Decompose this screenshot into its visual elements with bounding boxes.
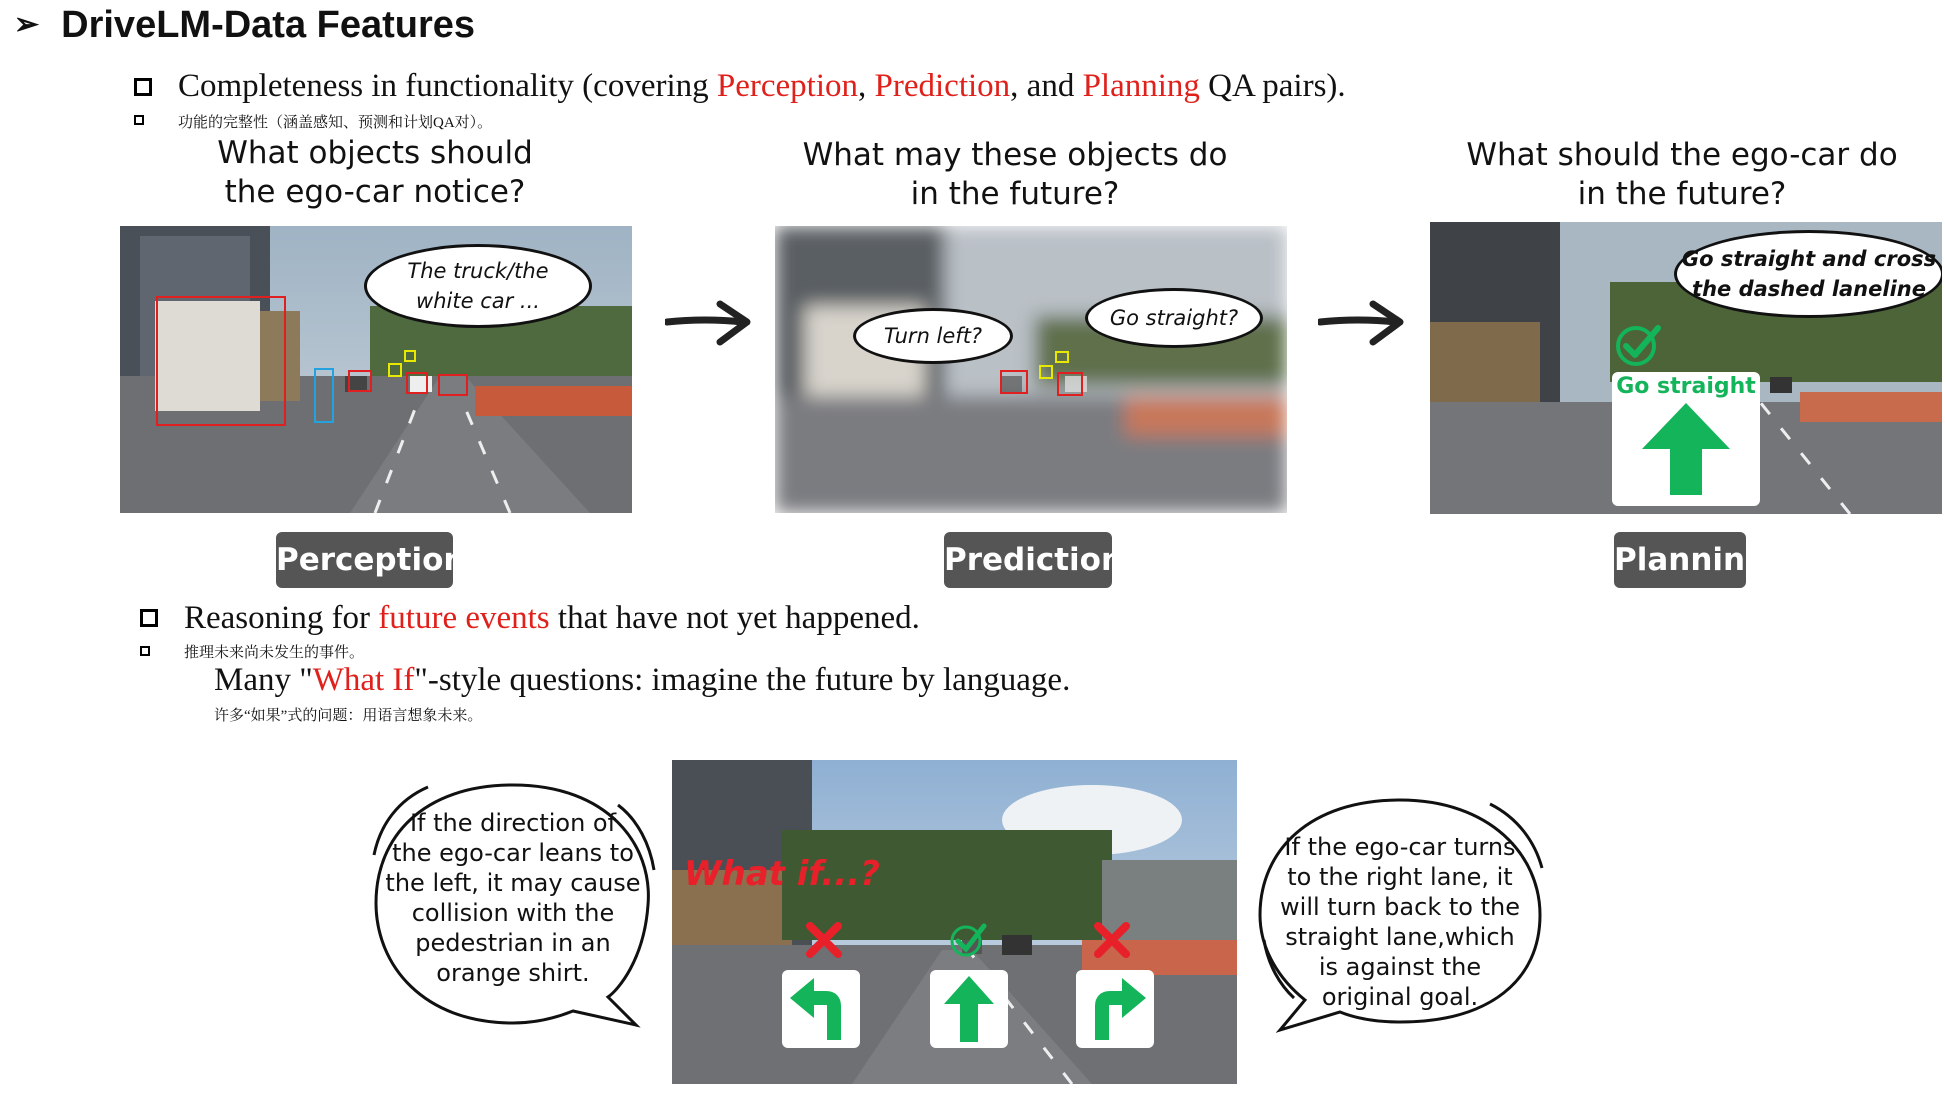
page-title: ➢ DriveLM-Data Features bbox=[14, 4, 476, 46]
perception-label: Perception bbox=[276, 532, 453, 588]
turn-left-speech-bubble: Turn left? bbox=[853, 308, 1013, 364]
checkbox-icon bbox=[134, 78, 152, 96]
feature-what-if-cn: 许多“如果”式的问题：用语言想象未来。 bbox=[214, 708, 483, 724]
car-bbox bbox=[406, 372, 428, 394]
turn-right-card bbox=[1076, 970, 1154, 1048]
perception-scene-image bbox=[120, 226, 632, 513]
up-arrow-icon bbox=[930, 970, 1008, 1048]
turn-left-card bbox=[782, 970, 860, 1048]
prediction-label: Prediction bbox=[944, 532, 1112, 588]
prediction-scene-image bbox=[775, 226, 1287, 513]
feature-completeness: Completeness in functionality (covering Perception, Prediction, and Planning QA pairs). bbox=[178, 68, 1346, 104]
prediction-question: What may these objects do in the future? bbox=[802, 137, 1228, 212]
sign-bbox bbox=[1055, 351, 1069, 363]
up-arrow-icon bbox=[1612, 399, 1760, 499]
feature-what-if: Many "What If"-style questions: imagine the future by language. bbox=[214, 662, 1071, 698]
perception-speech-bubble: The truck/the white car ... bbox=[364, 244, 592, 328]
right-bubble-text: If the ego-car turns to the right lane, it will turn back to the straight lane,which is against the original goal. bbox=[1280, 833, 1520, 1011]
planning-label: Planning bbox=[1614, 532, 1746, 588]
car-bbox bbox=[1000, 370, 1028, 394]
car-bbox bbox=[348, 370, 372, 392]
planning-speech-bubble: Go straight and cross the dashed laneline bbox=[1674, 230, 1942, 318]
truck-bbox bbox=[156, 296, 286, 426]
perception-question: What objects should the ego-car notice? bbox=[217, 135, 533, 210]
go-straight-speech-bubble: Go straight? bbox=[1085, 288, 1263, 348]
feature-reasoning: Reasoning for future events that have not yet happened. bbox=[184, 600, 920, 636]
turn-right-arrow-icon bbox=[1076, 970, 1154, 1048]
what-if-overlay-text: What if...? bbox=[684, 854, 880, 894]
go-straight-card bbox=[1612, 372, 1760, 506]
checkbox-small-icon bbox=[140, 646, 150, 656]
go-straight-card bbox=[930, 970, 1008, 1048]
arrow-bullet-icon: ➢ bbox=[14, 8, 40, 41]
feature-completeness-cn: 功能的完整性（涵盖感知、预测和计划QA对）。 bbox=[178, 115, 493, 131]
feature-reasoning-cn: 推理未来尚未发生的事件。 bbox=[184, 645, 365, 661]
cross-icon bbox=[1092, 920, 1132, 960]
pedestrian-bbox bbox=[314, 368, 334, 423]
left-bubble-text: If the direction of the ego-car leans to the left, it may cause collision with the pedestrian in an orange shirt. bbox=[385, 809, 641, 987]
go-straight-card-text: Go straight bbox=[1616, 374, 1756, 399]
checkbox-small-icon bbox=[134, 115, 144, 125]
planning-question: What should the ego-car do in the future? bbox=[1466, 137, 1898, 212]
right-arrow-icon bbox=[1318, 298, 1408, 348]
checkmark-icon bbox=[1614, 322, 1662, 366]
turn-left-arrow-icon bbox=[782, 970, 860, 1048]
sign-bbox bbox=[388, 363, 402, 377]
checkmark-icon bbox=[948, 920, 988, 960]
planning-scene-image bbox=[1430, 222, 1942, 514]
sign-bbox bbox=[404, 350, 416, 362]
what-if-scene-image bbox=[672, 760, 1237, 1084]
checkbox-icon bbox=[140, 609, 158, 627]
car-bbox bbox=[438, 374, 468, 396]
right-arrow-icon bbox=[665, 298, 755, 348]
cross-icon bbox=[804, 920, 844, 960]
sign-bbox bbox=[1039, 365, 1053, 379]
car-bbox bbox=[1057, 372, 1083, 396]
